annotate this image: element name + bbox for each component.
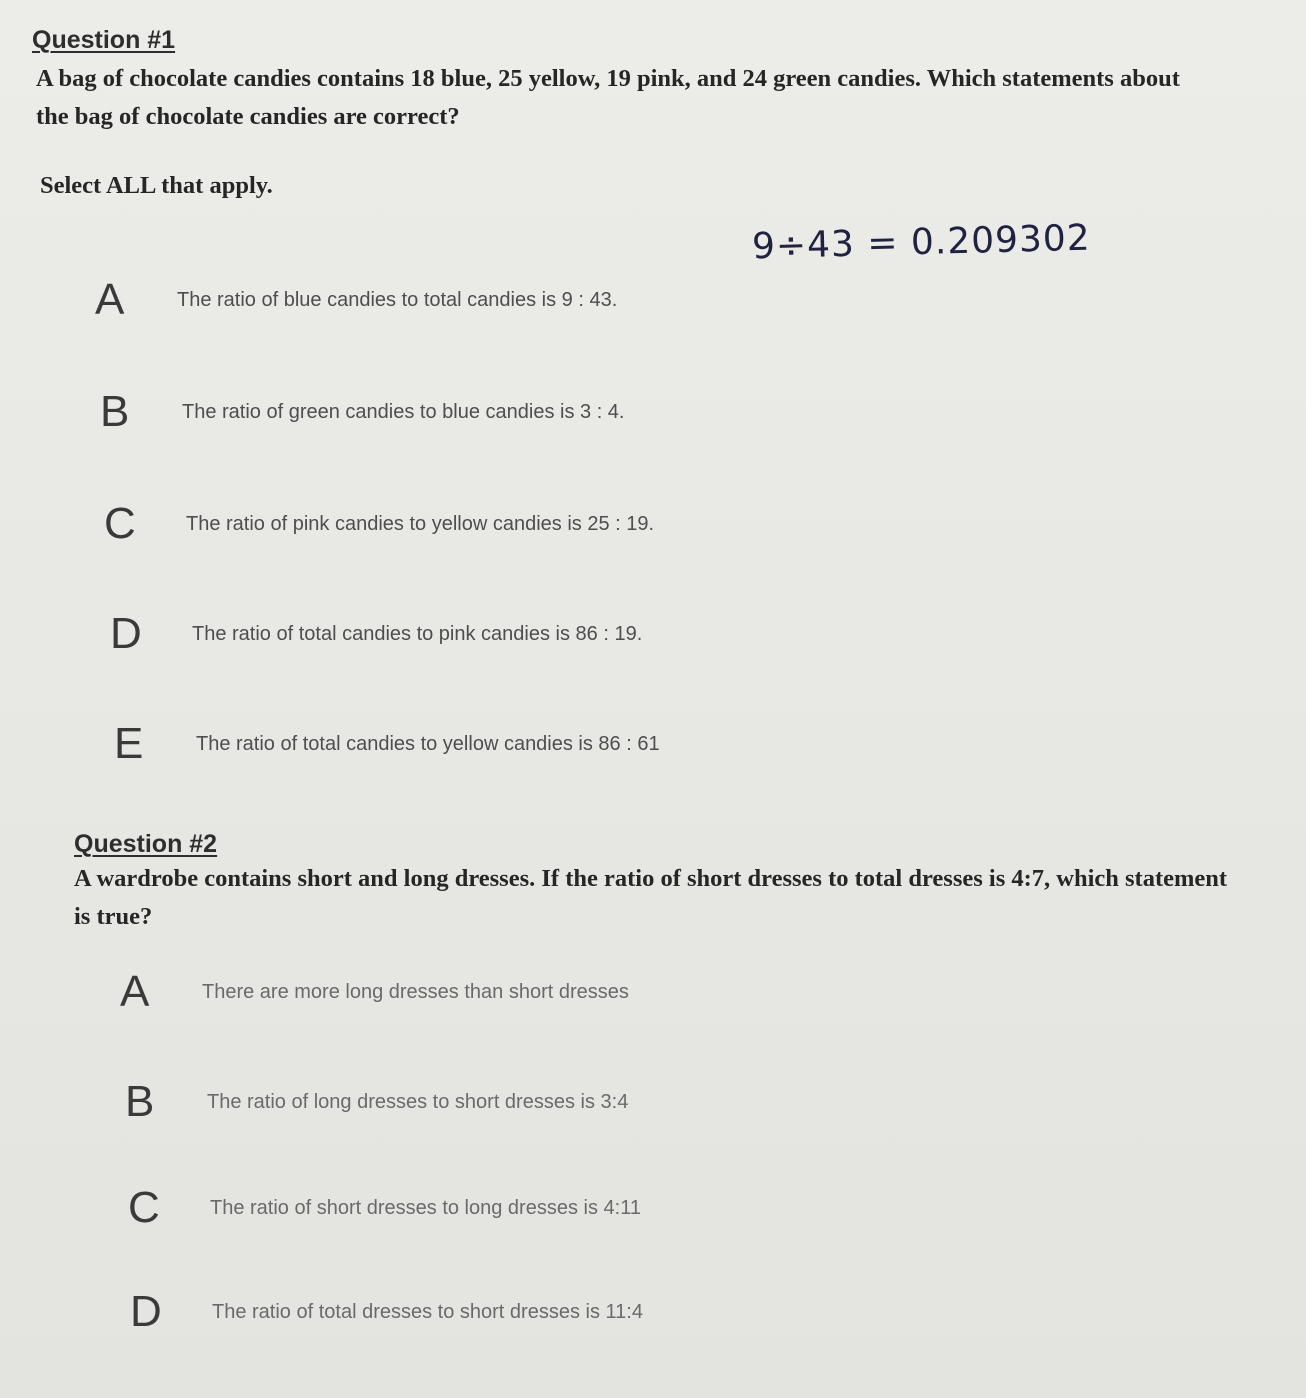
q1-option-text: The ratio of pink candies to yellow candies is 25 : 19. xyxy=(186,512,655,535)
q1-option-text: The ratio of blue candies to total candies is 9 : 43. xyxy=(177,288,618,311)
q1-option-text: The ratio of green candies to blue candies is 3 : 4. xyxy=(182,400,625,423)
q1-option-letter: B xyxy=(100,387,130,436)
q1-option-text: The ratio of total candies to pink candies is 86 : 19. xyxy=(192,622,643,645)
question-1-instruction: Select ALL that apply. xyxy=(40,172,273,199)
q2-option-a[interactable] xyxy=(120,967,629,1016)
q1-option-text: The ratio of total candies to yellow candies is 86 : 61 xyxy=(196,732,660,755)
q1-option-d[interactable] xyxy=(110,609,643,658)
question-1-heading: Question #1 xyxy=(32,26,176,54)
q2-option-text: The ratio of total dresses to short dresses is 11:4 xyxy=(212,1300,643,1323)
q2-option-text: The ratio of long dresses to short dresses is 3:4 xyxy=(207,1090,629,1113)
question-2-text: A wardrobe contains short and long dresses. If the ratio of short dresses to total dresses is 4:7, which statement is true? xyxy=(74,865,1228,930)
q1-option-letter: D xyxy=(110,609,142,658)
q2-option-d[interactable] xyxy=(130,1287,643,1336)
q2-option-c[interactable] xyxy=(128,1183,641,1232)
q2-option-text: The ratio of short dresses to long dresses is 4:11 xyxy=(210,1196,641,1219)
q1-option-letter: A xyxy=(95,275,125,324)
q1-option-letter: E xyxy=(114,719,144,768)
q2-option-letter: B xyxy=(125,1077,155,1126)
q1-option-c[interactable] xyxy=(104,499,655,548)
q1-option-letter: C xyxy=(104,499,136,548)
q1-option-e[interactable] xyxy=(114,719,660,768)
q2-option-letter: C xyxy=(128,1183,160,1232)
q2-option-b[interactable] xyxy=(125,1077,629,1126)
q2-option-letter: D xyxy=(130,1287,162,1336)
q2-option-text: There are more long dresses than short dresses xyxy=(202,980,629,1003)
question-2-heading: Question #2 xyxy=(74,830,218,858)
question-1-text: A bag of chocolate candies contains 18 blue, 25 yellow, 19 pink, and 24 green candies. Which statements about the bag of chocolate candies are correct? xyxy=(36,65,1180,130)
handwritten-note: 9÷43 = 0.209302 xyxy=(751,217,1092,268)
q2-option-letter: A xyxy=(120,967,150,1016)
q1-option-b[interactable] xyxy=(100,387,625,436)
q1-option-a[interactable] xyxy=(95,275,618,324)
